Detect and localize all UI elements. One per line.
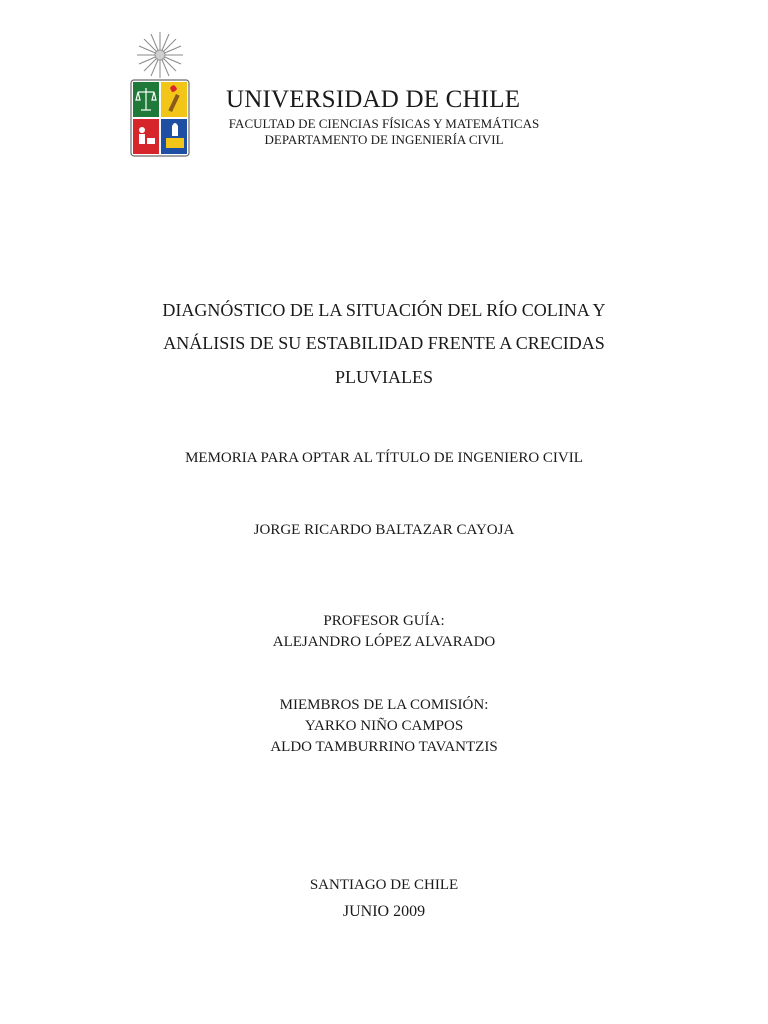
thesis-title-line-2: ANÁLISIS DE SU ESTABILIDAD FRENTE A CRECIDAS — [163, 333, 605, 353]
thesis-title-line-3: PLUVIALES — [335, 367, 433, 387]
city: SANTIAGO DE CHILE — [309, 877, 459, 893]
coat-of-arms-icon — [128, 30, 192, 158]
committee-member: YARKO NIÑO CAMPOS — [304, 718, 464, 734]
department-name: DEPARTAMENTO DE INGENIERÍA CIVIL — [264, 132, 504, 147]
thesis-title-line-1: DIAGNÓSTICO DE LA SITUACIÓN DEL RÍO COLINA Y — [162, 300, 606, 320]
committee-member: ALDO TAMBURRINO TAVANTZIS — [270, 739, 498, 755]
faculty-name: FACULTAD DE CIENCIAS FÍSICAS Y MATEMÁTICAS — [228, 116, 540, 131]
advisor-name: ALEJANDRO LÓPEZ ALVARADO — [272, 634, 496, 650]
author-name: JORGE RICARDO BALTAZAR CAYOJA — [253, 522, 515, 538]
university-name: UNIVERSIDAD DE CHILE — [226, 86, 521, 113]
committee-label: MIEMBROS DE LA COMISIÓN: — [279, 697, 489, 713]
degree-statement: MEMORIA PARA OPTAR AL TÍTULO DE INGENIERO CIVIL — [185, 450, 583, 466]
advisor-label: PROFESOR GUÍA: — [323, 613, 445, 629]
university-logo — [128, 30, 192, 158]
shield-red-quadrant — [133, 119, 159, 154]
date: JUNIO 2009 — [342, 903, 426, 920]
